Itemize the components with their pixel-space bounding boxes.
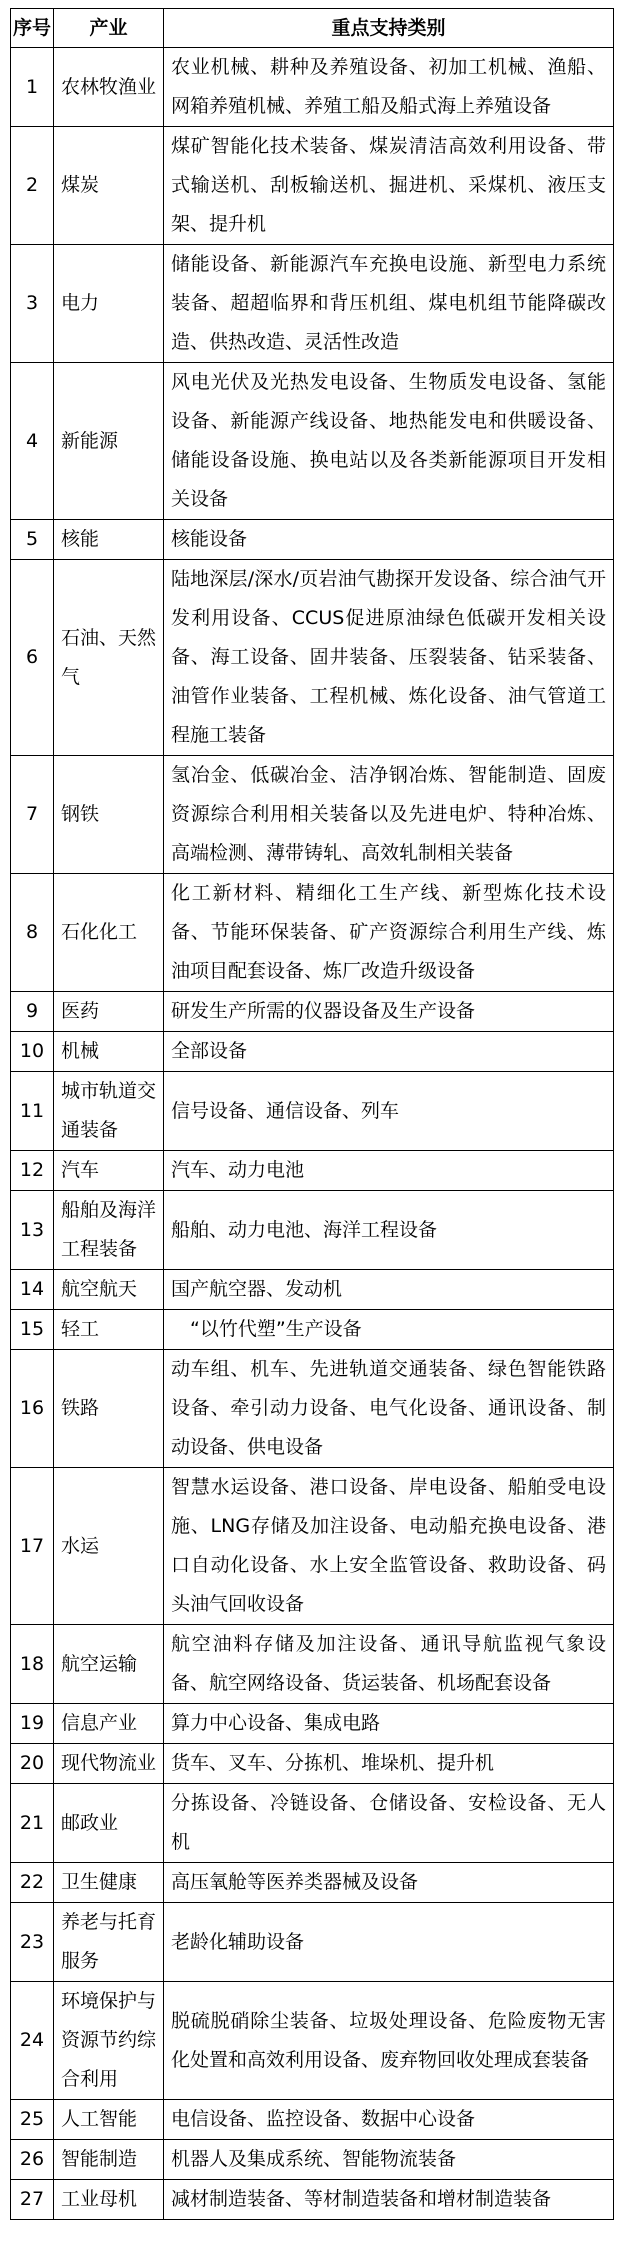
row-no-cell: 10 — [11, 1032, 54, 1072]
category-cell: 船舶、动力电池、海洋工程设备 — [164, 1191, 614, 1270]
category-cell: 航空油料存储及加注设备、通讯导航监视气象设备、航空网络设备、货运装备、机场配套设备 — [164, 1625, 614, 1704]
table-row — [11, 1625, 614, 1704]
category-cell: 电信设备、监控设备、数据中心设备 — [164, 2100, 614, 2140]
row-no-cell: 9 — [11, 992, 54, 1032]
row-no-cell: 20 — [11, 1744, 54, 1784]
table-row — [11, 1032, 614, 1072]
category-cell: 研发生产所需的仪器设备及生产设备 — [164, 992, 614, 1032]
category-cell: 核能设备 — [164, 520, 614, 560]
category-cell: 全部设备 — [164, 1032, 614, 1072]
row-no-cell: 14 — [11, 1270, 54, 1310]
row-no-cell: 26 — [11, 2140, 54, 2180]
category-cell: 脱硫脱硝除尘装备、垃圾处理设备、危险废物无害化处置和高效利用设备、废弃物回收处理成套装备 — [164, 1982, 614, 2100]
row-no-cell: 21 — [11, 1784, 54, 1863]
category-cell: 国产航空器、发动机 — [164, 1270, 614, 1310]
industry-cell: 煤炭 — [54, 127, 164, 245]
table-row — [11, 756, 614, 874]
industry-cell: 航空航天 — [54, 1270, 164, 1310]
category-cell: 动车组、机车、先进轨道交通装备、绿色智能铁路设备、牵引动力设备、电气化设备、通讯设备、制动设备、供电设备 — [164, 1350, 614, 1468]
industry-cell: 城市轨道交通装备 — [54, 1072, 164, 1151]
industry-cell: 船舶及海洋工程装备 — [54, 1191, 164, 1270]
industry-cell: 智能制造 — [54, 2140, 164, 2180]
industry-cell: 养老与托育服务 — [54, 1903, 164, 1982]
row-no-cell: 4 — [11, 363, 54, 520]
row-no-cell: 12 — [11, 1151, 54, 1191]
row-no-cell: 8 — [11, 874, 54, 992]
table-row — [11, 1310, 614, 1350]
row-no-cell: 6 — [11, 560, 54, 756]
industry-cell: 钢铁 — [54, 756, 164, 874]
category-cell: 老龄化辅助设备 — [164, 1903, 614, 1982]
category-cell: 农业机械、耕种及养殖设备、初加工机械、渔船、网箱养殖机械、养殖工船及船式海上养殖设备 — [164, 48, 614, 127]
industry-cell: 医药 — [54, 992, 164, 1032]
row-no-cell: 5 — [11, 520, 54, 560]
category-cell: 煤矿智能化技术装备、煤炭清洁高效利用设备、带式输送机、刮板输送机、掘进机、采煤机、液压支架、提升机 — [164, 127, 614, 245]
row-no-cell: 15 — [11, 1310, 54, 1350]
table-row — [11, 1270, 614, 1310]
industry-cell: 现代物流业 — [54, 1744, 164, 1784]
category-cell: 风电光伏及光热发电设备、生物质发电设备、氢能设备、新能源产线设备、地热能发电和供暖设备、储能设备设施、换电站以及各类新能源项目开发相关设备 — [164, 363, 614, 520]
header-no: 序号 — [11, 9, 54, 48]
table-row — [11, 1468, 614, 1625]
industry-cell: 航空运输 — [54, 1625, 164, 1704]
table-row — [11, 520, 614, 560]
table-row — [11, 874, 614, 992]
support-category-table — [10, 8, 614, 2220]
category-cell: 化工新材料、精细化工生产线、新型炼化技术设备、节能环保装备、矿产资源综合利用生产线、炼油项目配套设备、炼厂改造升级设备 — [164, 874, 614, 992]
table-row — [11, 1982, 614, 2100]
table-row — [11, 2180, 614, 2220]
table-row — [11, 560, 614, 756]
category-cell: 储能设备、新能源汽车充换电设施、新型电力系统装备、超超临界和背压机组、煤电机组节能降碳改造、供热改造、灵活性改造 — [164, 245, 614, 363]
industry-cell: 铁路 — [54, 1350, 164, 1468]
category-cell: 氢冶金、低碳冶金、洁净钢冶炼、智能制造、固废资源综合利用相关装备以及先进电炉、特种冶炼、高端检测、薄带铸轧、高效轧制相关装备 — [164, 756, 614, 874]
row-no-cell: 19 — [11, 1704, 54, 1744]
table-row — [11, 1704, 614, 1744]
category-cell: 分拣设备、冷链设备、仓储设备、安检设备、无人机 — [164, 1784, 614, 1863]
industry-cell: 核能 — [54, 520, 164, 560]
table-row — [11, 1784, 614, 1863]
table-row — [11, 1350, 614, 1468]
industry-cell: 环境保护与资源节约综合利用 — [54, 1982, 164, 2100]
table-row — [11, 1903, 614, 1982]
industry-cell: 新能源 — [54, 363, 164, 520]
row-no-cell: 2 — [11, 127, 54, 245]
header-row — [11, 9, 614, 48]
industry-cell: 信息产业 — [54, 1704, 164, 1744]
industry-cell: 邮政业 — [54, 1784, 164, 1863]
table-row — [11, 48, 614, 127]
row-no-cell: 18 — [11, 1625, 54, 1704]
row-no-cell: 27 — [11, 2180, 54, 2220]
category-cell: 汽车、动力电池 — [164, 1151, 614, 1191]
industry-cell: 石油、天然气 — [54, 560, 164, 756]
table-row — [11, 2140, 614, 2180]
row-no-cell: 16 — [11, 1350, 54, 1468]
industry-cell: 水运 — [54, 1468, 164, 1625]
table-row — [11, 1151, 614, 1191]
header-industry: 产业 — [54, 9, 164, 48]
table-row — [11, 992, 614, 1032]
row-no-cell: 23 — [11, 1903, 54, 1982]
row-no-cell: 22 — [11, 1863, 54, 1903]
header-category: 重点支持类别 — [164, 9, 614, 48]
row-no-cell: 24 — [11, 1982, 54, 2100]
row-no-cell: 3 — [11, 245, 54, 363]
row-no-cell: 13 — [11, 1191, 54, 1270]
category-cell: 机器人及集成系统、智能物流装备 — [164, 2140, 614, 2180]
row-no-cell: 11 — [11, 1072, 54, 1151]
table-row — [11, 1191, 614, 1270]
table-row — [11, 1744, 614, 1784]
table-row — [11, 245, 614, 363]
industry-cell: 汽车 — [54, 1151, 164, 1191]
table-row — [11, 363, 614, 520]
industry-cell: 轻工 — [54, 1310, 164, 1350]
category-cell: 智慧水运设备、港口设备、岸电设备、船舶受电设施、LNG存储及加注设备、电动船充换电设备、港口自动化设备、水上安全监管设备、救助设备、码头油气回收设备 — [164, 1468, 614, 1625]
category-cell: 货车、叉车、分拣机、堆垛机、提升机 — [164, 1744, 614, 1784]
table-row — [11, 127, 614, 245]
row-no-cell: 17 — [11, 1468, 54, 1625]
table-row — [11, 1072, 614, 1151]
industry-cell: 机械 — [54, 1032, 164, 1072]
category-cell: 算力中心设备、集成电路 — [164, 1704, 614, 1744]
table-row — [11, 2100, 614, 2140]
industry-cell: 工业母机 — [54, 2180, 164, 2220]
industry-cell: 电力 — [54, 245, 164, 363]
category-cell: “以竹代塑”生产设备 — [164, 1310, 614, 1350]
category-cell: 信号设备、通信设备、列车 — [164, 1072, 614, 1151]
category-cell: 高压氧舱等医养类器械及设备 — [164, 1863, 614, 1903]
industry-cell: 人工智能 — [54, 2100, 164, 2140]
category-cell: 陆地深层/深水/页岩油气勘探开发设备、综合油气开发利用设备、CCUS促进原油绿色低碳开发相关设备、海工设备、固井装备、压裂装备、钻采装备、油管作业装备、工程机械、炼化设备、油气管道工程施工装备 — [164, 560, 614, 756]
row-no-cell: 25 — [11, 2100, 54, 2140]
table-row — [11, 1863, 614, 1903]
table-body — [11, 48, 614, 2220]
row-no-cell: 1 — [11, 48, 54, 127]
category-cell: 减材制造装备、等材制造装备和增材制造装备 — [164, 2180, 614, 2220]
industry-cell: 农林牧渔业 — [54, 48, 164, 127]
industry-cell: 卫生健康 — [54, 1863, 164, 1903]
row-no-cell: 7 — [11, 756, 54, 874]
industry-cell: 石化化工 — [54, 874, 164, 992]
